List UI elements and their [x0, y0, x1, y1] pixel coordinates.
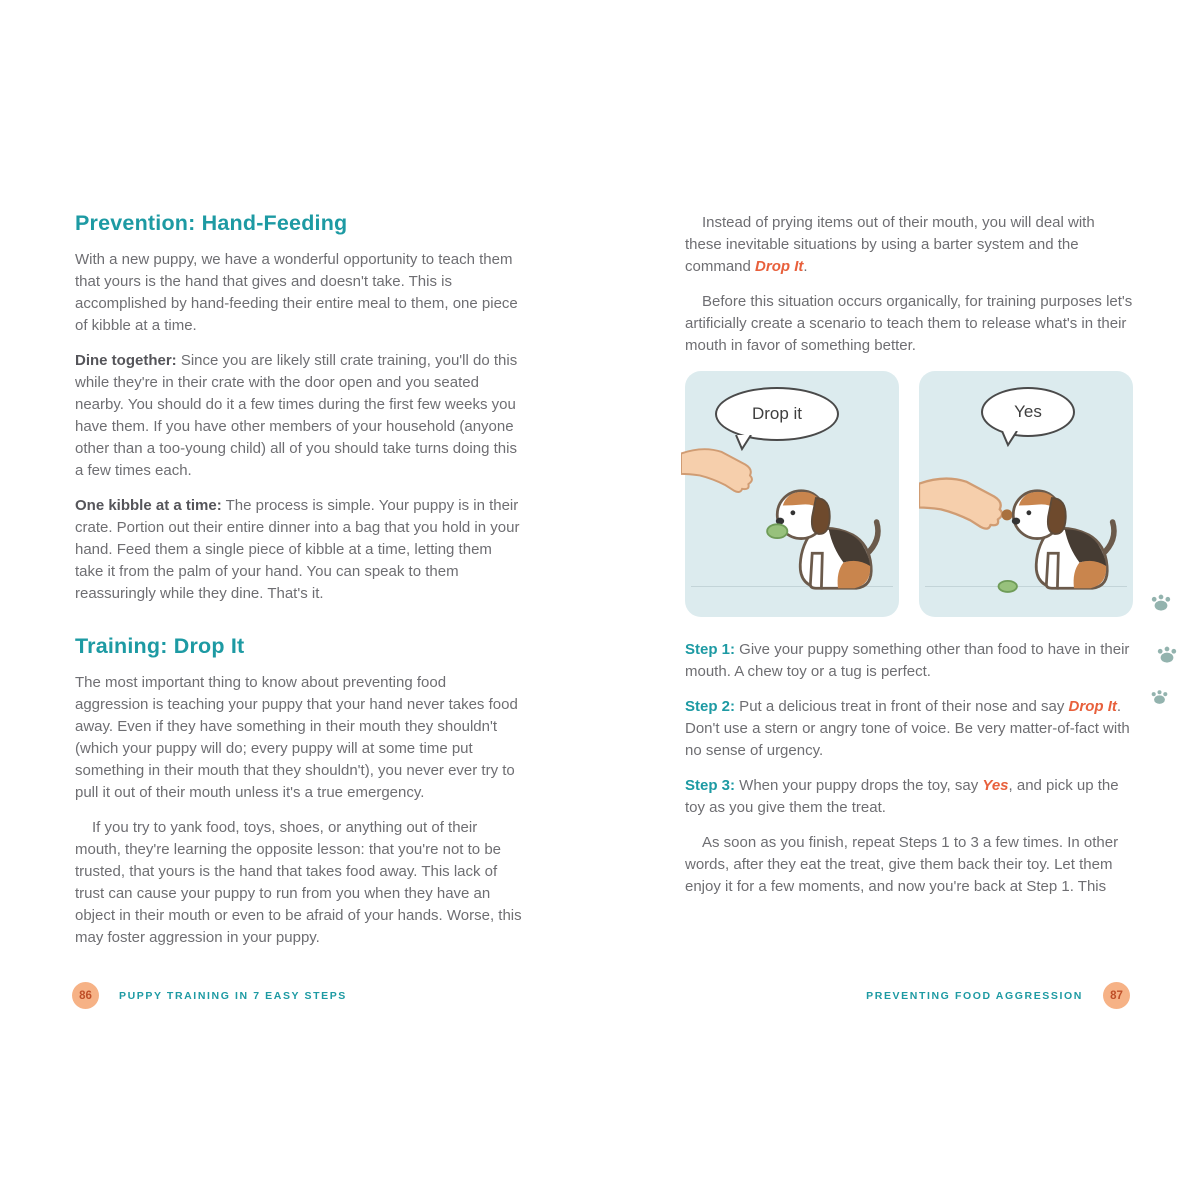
speech-bubble-drop-it	[715, 387, 839, 441]
section-heading-prevention: Prevention: Hand-Feeding	[75, 211, 348, 235]
step-accent-text: Drop It	[1068, 698, 1117, 715]
page-number-badge	[1103, 982, 1130, 1009]
page-number: 86	[79, 989, 92, 1002]
paragraph-text: The most important thing to know about preventing food aggression is teaching your puppy that your hand never takes food away. Even if they have something in their mouth they shouldn't (which your puppy will do; every puppy will at some time put something in their mouth that they shouldn't), you never ever try to pull it out of their mouth unless it's a true emergency.	[75, 674, 518, 801]
step-text: , and pick up the toy as you give them the treat.	[685, 777, 1119, 816]
puppy-with-toy-icon	[757, 476, 895, 605]
section-heading-training: Training: Drop It	[75, 634, 245, 658]
paragraph-text: With a new puppy, we have a wonderful opportunity to teach them that yours is the hand that gives and doesn't take. This is accomplished by hand-feeding their entire meal to them, one piece of kibble at a time.	[75, 251, 518, 334]
page-number-badge	[72, 982, 99, 1009]
paragraph	[685, 291, 1133, 357]
illustration-panel-drop-it	[685, 371, 899, 617]
paragraph	[75, 350, 523, 482]
chapter-title-footer: PREVENTING FOOD AGGRESSION	[866, 989, 1083, 1002]
step-accent-text: Yes	[982, 777, 1009, 794]
paragraph-lead-label: Dine together:	[75, 352, 177, 369]
step-label: Step 2:	[685, 698, 736, 715]
paragraph-text: Instead of prying items out of their mouth, you will deal with these inevitable situations by using a barter system and the command	[685, 214, 1095, 275]
step-paragraph	[685, 775, 1133, 819]
speech-bubble-tail	[999, 431, 1021, 447]
speech-bubble-text: Drop it	[751, 404, 803, 423]
right-page-column	[685, 212, 1133, 911]
paw-print-icon	[1150, 592, 1172, 612]
paragraph-text: Before this situation occurs organically, for training purposes let's artificially create a scenario to teach them to release what's in their mouth in favor of something better.	[685, 293, 1133, 354]
paragraph-lead-label: One kibble at a time:	[75, 497, 222, 514]
illustration-panel-yes	[919, 371, 1133, 617]
paw-print-icon	[1150, 688, 1169, 705]
step-paragraph	[685, 639, 1133, 683]
speech-bubble-text: Yes	[1014, 402, 1042, 421]
paragraph	[685, 832, 1133, 898]
paw-print-icon	[1156, 644, 1178, 664]
book-title-footer: PUPPY TRAINING IN 7 EASY STEPS	[119, 989, 347, 1002]
paragraph	[75, 495, 523, 605]
paragraph	[685, 212, 1133, 278]
page-number: 87	[1110, 989, 1123, 1002]
paragraph-text: .	[803, 258, 808, 275]
speech-bubble-yes	[981, 387, 1075, 437]
right-page-footer	[866, 982, 1130, 1009]
illustration-row	[685, 371, 1133, 617]
paragraph	[75, 817, 523, 949]
puppy-icon	[993, 476, 1131, 605]
paragraph-text: If you try to yank food, toys, shoes, or anything out of their mouth, they're learning the opposite lesson: that you're not to be trusted, that yours is the hand that takes food away. This lack of trust can cause your puppy to run from you when they have an object in their mouth or even to be afraid of your hands. Worse, this may foster aggression in your puppy.	[75, 819, 522, 946]
command-accent-text: Drop It	[755, 258, 804, 275]
step-text: Give your puppy something other than food to have in their mouth. A chew toy or a tug is perfect.	[685, 641, 1130, 680]
paragraph-text: Since you are likely still crate training, you'll do this while they're in their crate with the door open and you seated nearby. You should do it a few times during the first few weeks you have them. If you have other members of your household (anyone other than a too-young child) all of you should take turns doing this a few times each.	[75, 352, 518, 479]
step-text: . Don't use a stern or angry tone of voice. Be very matter-of-fact with no sense of urgency.	[685, 698, 1130, 759]
step-label: Step 1:	[685, 641, 736, 658]
paragraph	[75, 249, 523, 337]
step-text: When your puppy drops the toy, say	[735, 777, 983, 794]
left-page-footer	[72, 982, 347, 1009]
paragraph-text: The process is simple. Your puppy is in their crate. Portion out their entire dinner into a bag that you hold in your hand. Feed them a single piece of kibble at a time, letting them take it from the palm of your hand. You can speak to them reassuringly while they dine. That's it.	[75, 497, 520, 602]
speech-bubble-tail	[733, 435, 755, 451]
step-paragraph	[685, 696, 1133, 762]
left-page-column	[75, 210, 523, 962]
step-label: Step 3:	[685, 777, 736, 794]
paragraph	[75, 672, 523, 804]
step-text: Put a delicious treat in front of their nose and say	[735, 698, 1069, 715]
paragraph-text: As soon as you finish, repeat Steps 1 to 3 a few times. In other words, after they eat the treat, give them back their toy. Let them enjoy it for a few moments, and now you're back at Step 1. This	[685, 834, 1119, 895]
